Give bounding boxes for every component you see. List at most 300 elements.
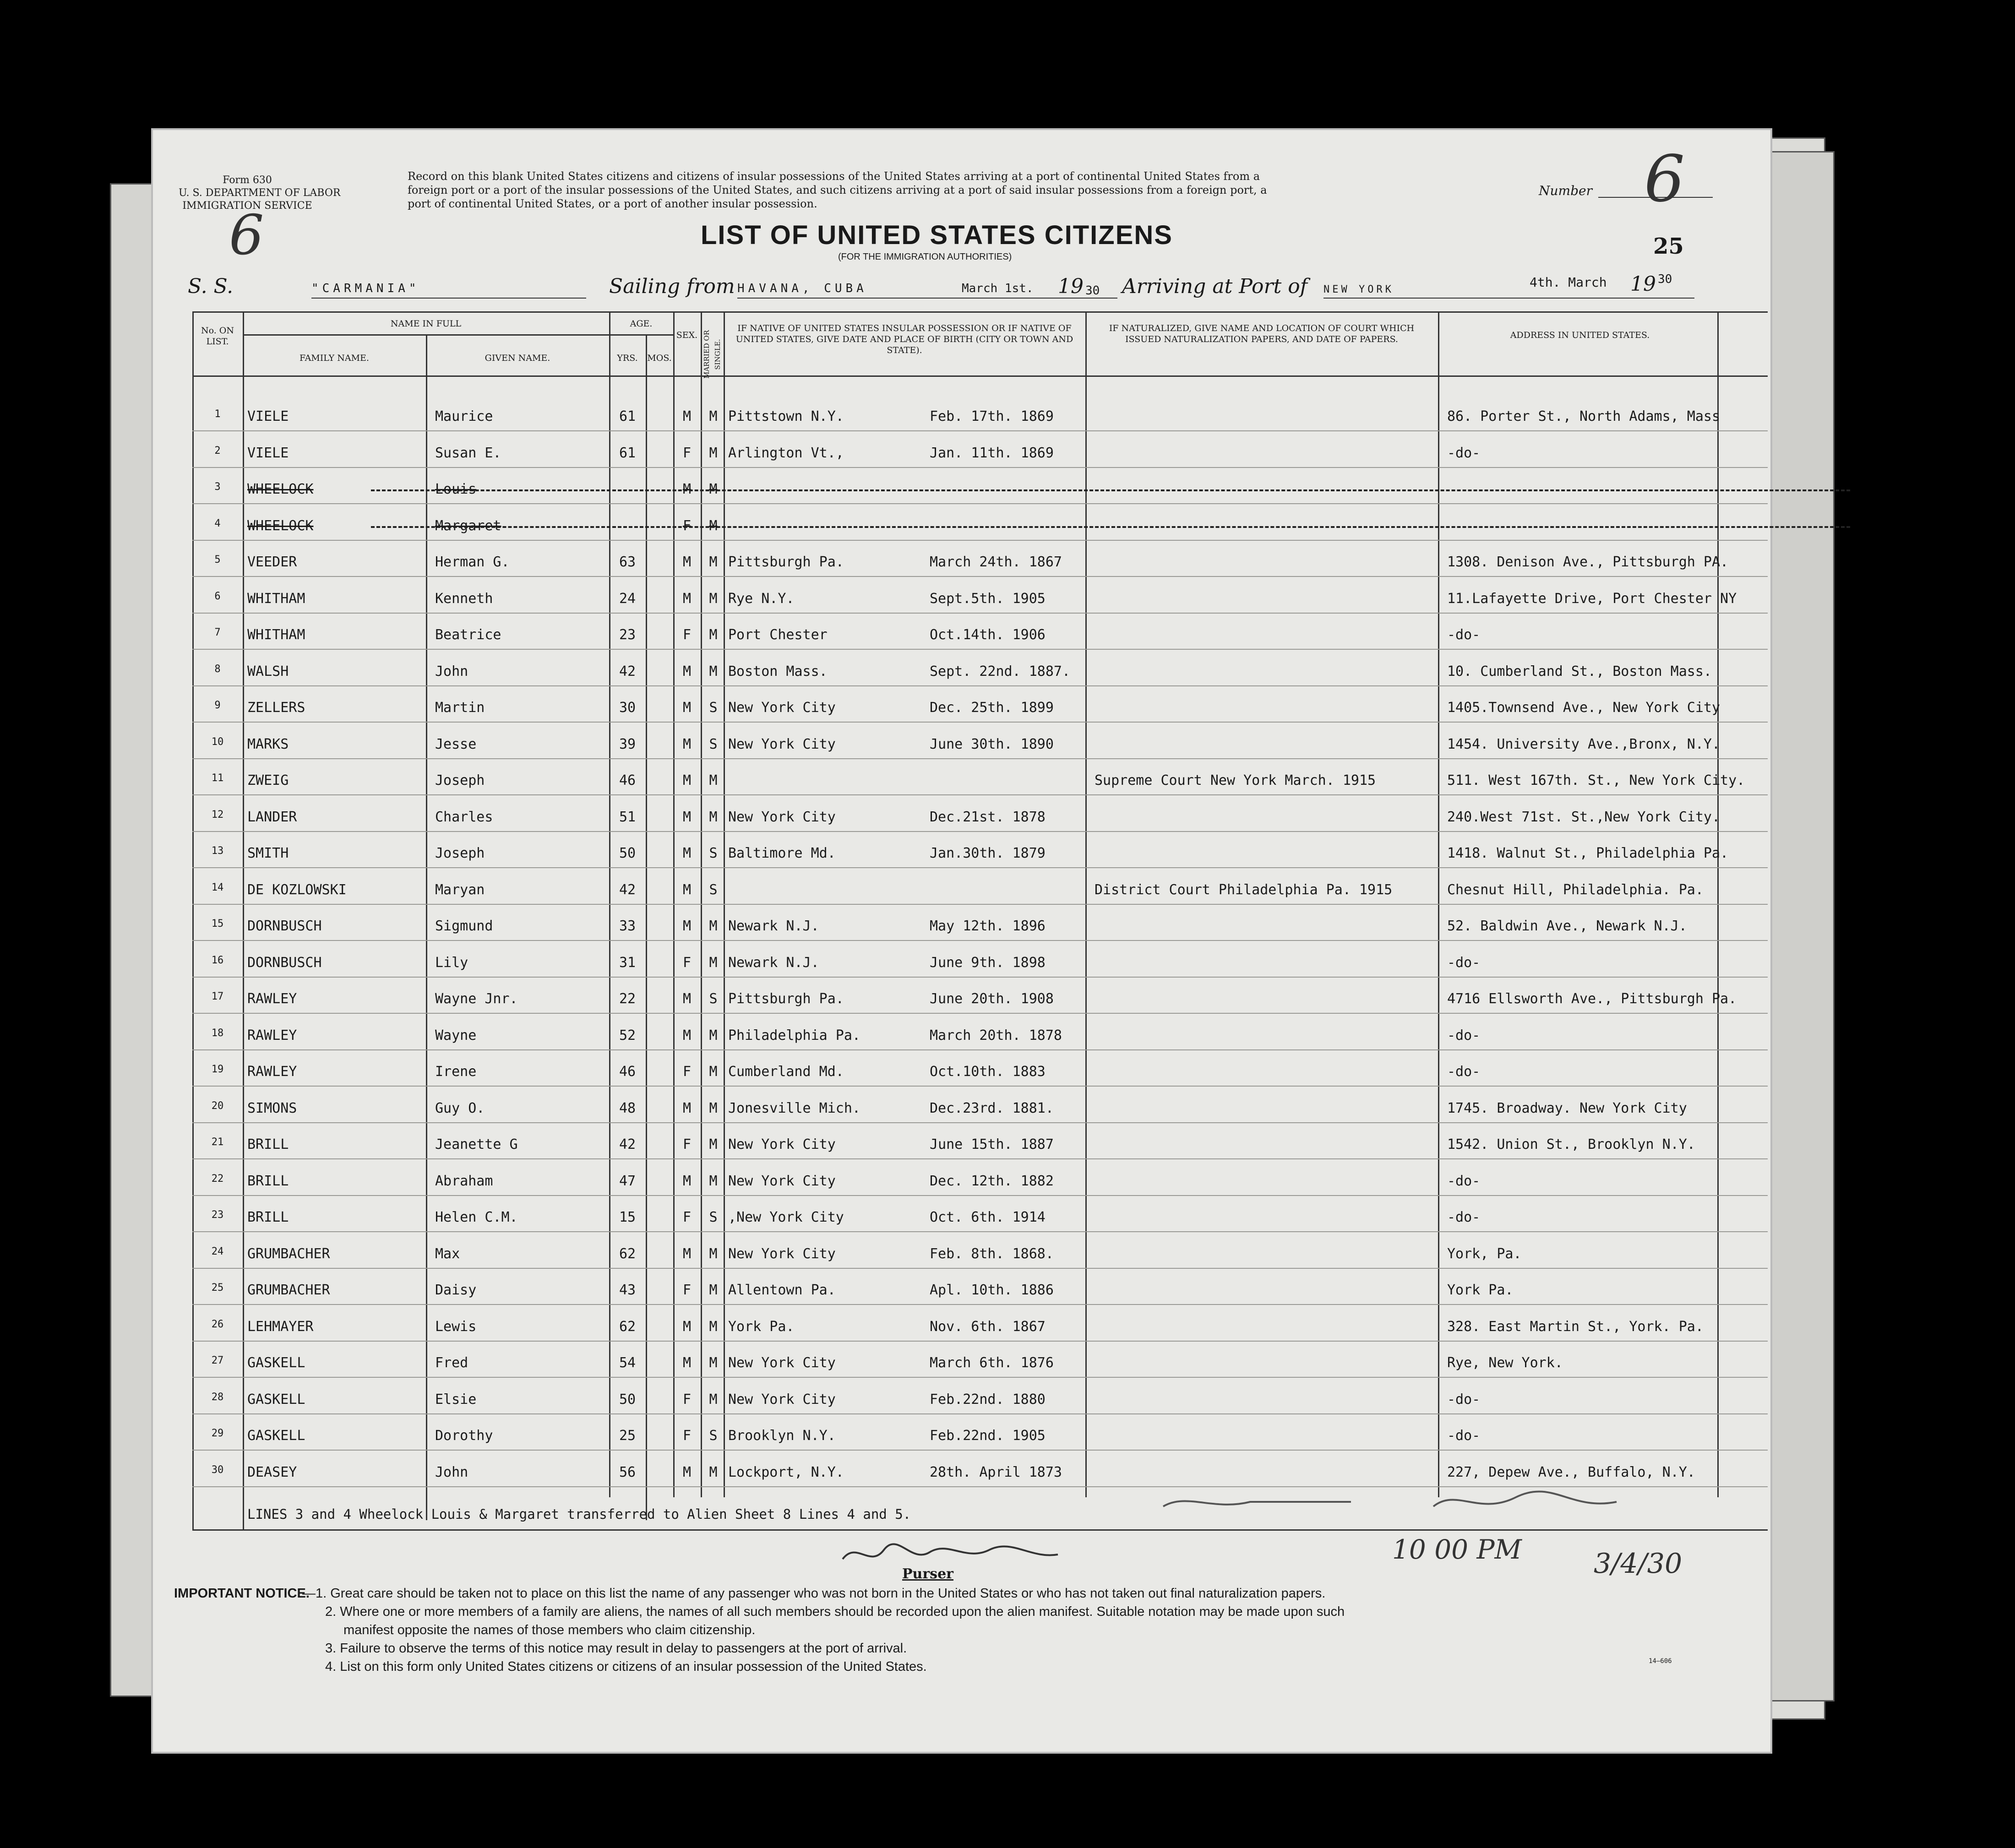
birth-place: New York City (728, 809, 836, 825)
birth-place: New York City (728, 736, 836, 752)
col-header-naturalized: IF NATURALIZED, GIVE NAME AND LOCATION OF COURT WHICH ISSUED NATURALIZATION PAPERS, AND DATE OF PAPERS. (1109, 323, 1415, 344)
col-header-birth: IF NATIVE OF UNITED STATES INSULAR POSSESSION OR IF NATIVE OF UNITED STATES, GIVE DATE AND PLACE OF BIRTH (CITY OR TOWN AND STATE). (735, 323, 1073, 355)
age-years: 39 (619, 736, 636, 752)
given-name: Dorothy (435, 1428, 493, 1444)
col-header-married-or-single: MARRIED OR SINGLE. (703, 330, 722, 379)
age-years: 31 (619, 954, 636, 971)
naturalization-court: Supreme Court New York March. 1915 (1095, 772, 1376, 788)
birth-place: Boston Mass. (728, 663, 828, 679)
birth-place: Philadelphia Pa. (728, 1027, 860, 1044)
given-name: Daisy (435, 1282, 477, 1298)
birth-date: Jan.30th. 1879 (930, 845, 1046, 861)
birth-date: 28th. April 1873 (930, 1464, 1062, 1480)
row-rule (192, 1268, 1768, 1269)
marital-status: M (709, 663, 718, 679)
birth-date: Sept.5th. 1905 (930, 590, 1046, 607)
given-name: Joseph (435, 772, 485, 788)
name-subheader-rule (243, 334, 673, 336)
row-rule (192, 1231, 1768, 1232)
us-address: -do- (1447, 1209, 1481, 1225)
row-rule (192, 1122, 1768, 1123)
marital-status: S (709, 736, 718, 752)
row-number: 10 (211, 736, 224, 748)
age-years: 62 (619, 1245, 636, 1262)
sex: M (682, 1173, 692, 1189)
department-label: U. S. DEPARTMENT OF LABOR (179, 187, 341, 199)
given-name: Wayne (435, 1027, 477, 1044)
age-years: 47 (619, 1173, 636, 1189)
us-address: -do- (1447, 1428, 1481, 1444)
us-address: 86. Porter St., North Adams, Mass (1447, 408, 1721, 424)
given-name: Sigmund (435, 918, 493, 934)
row-number: 24 (211, 1245, 224, 1257)
row-rule (192, 794, 1768, 795)
given-name: Wayne Jnr. (435, 991, 518, 1007)
age-years: 50 (619, 845, 636, 861)
arrival-underline (1323, 298, 1694, 299)
stamp-scribble (1159, 1484, 1662, 1520)
col-header-mos: MOS. (647, 353, 672, 363)
marital-status: M (709, 1464, 718, 1480)
family-name: BRILL (247, 1209, 289, 1225)
family-name: GASKELL (247, 1355, 305, 1371)
row-number: 19 (211, 1064, 224, 1075)
family-name: GRUMBACHER (247, 1245, 330, 1262)
marital-status: M (709, 1245, 718, 1262)
arrival-date: 4th. March (1530, 275, 1607, 290)
age-years: 25 (619, 1428, 636, 1444)
family-name: GASKELL (247, 1391, 305, 1408)
family-name: WHEELOCK (247, 481, 314, 497)
col-header-yrs: YRS. (617, 353, 638, 363)
family-name: WALSH (247, 663, 289, 679)
marital-status: S (709, 1428, 718, 1444)
row-rule (192, 1450, 1768, 1451)
col-header-no: No. ON LIST. (201, 326, 234, 347)
family-name: VIELE (247, 408, 289, 424)
marital-status: M (709, 1282, 718, 1298)
given-name: Abraham (435, 1173, 493, 1189)
birth-place: ,New York City (728, 1209, 844, 1225)
sailing-label: Sailing from (609, 275, 735, 298)
age-years: 63 (619, 554, 636, 570)
birth-date: Feb.22nd. 1905 (930, 1428, 1046, 1444)
age-years: 15 (619, 1209, 636, 1225)
marital-status: M (709, 954, 718, 971)
arriving-label: Arriving at Port of (1122, 275, 1308, 298)
given-name: John (435, 663, 468, 679)
given-name: Margaret (435, 517, 501, 534)
family-name: SMITH (247, 845, 289, 861)
row-number: 16 (211, 954, 224, 966)
marital-status: S (709, 881, 718, 898)
handwritten-time: 10 00 PM (1392, 1534, 1522, 1565)
sex: M (682, 918, 692, 934)
family-name: WHITHAM (247, 590, 305, 607)
us-address: 1308. Denison Ave., Pittsburgh PA. (1447, 554, 1729, 570)
birth-date: Oct.14th. 1906 (930, 627, 1046, 643)
given-name: Maurice (435, 408, 493, 424)
ship-name: "CARMANIA" (311, 282, 420, 295)
row-number: 23 (211, 1209, 224, 1221)
naturalization-court: District Court Philadelphia Pa. 1915 (1095, 881, 1393, 898)
family-name: WHEELOCK (247, 517, 314, 534)
birth-date: March 6th. 1876 (930, 1355, 1054, 1371)
row-number: 21 (211, 1136, 224, 1148)
arrival-year: 30 (1658, 272, 1672, 286)
family-name: VIELE (247, 445, 289, 461)
row-number: 4 (214, 517, 221, 529)
given-name: Joseph (435, 845, 485, 861)
sex: M (682, 1464, 692, 1480)
sex: F (682, 1391, 692, 1408)
birth-date: May 12th. 1896 (930, 918, 1046, 934)
sex: M (682, 736, 692, 752)
sex: F (682, 445, 692, 461)
row-rule (192, 1195, 1768, 1196)
family-name: RAWLEY (247, 1064, 297, 1080)
age-years: 61 (619, 408, 636, 424)
col-header-given-name: GIVEN NAME. (485, 353, 550, 363)
age-years: 23 (619, 627, 636, 643)
birth-date: Dec. 25th. 1899 (930, 700, 1054, 716)
corner-handwritten-mark: 6 (229, 204, 264, 267)
birth-place: New York City (728, 1173, 836, 1189)
age-years: 61 (619, 445, 636, 461)
sex: M (682, 1318, 692, 1335)
col-header-age: AGE. (630, 319, 653, 329)
citizen-list-form (151, 128, 1772, 1754)
row-rule (192, 503, 1768, 504)
row-number: 25 (211, 1282, 224, 1294)
row-rule (192, 1377, 1768, 1378)
us-address: 4716 Ellsworth Ave., Pittsburgh Pa. (1447, 991, 1737, 1007)
print-code: 14—606 (1649, 1658, 1672, 1665)
row-number: 18 (211, 1027, 224, 1039)
us-address: York, Pa. (1447, 1245, 1522, 1262)
family-name: BRILL (247, 1136, 289, 1152)
given-name: Lily (435, 954, 468, 971)
family-name: WHITHAM (247, 627, 305, 643)
given-name: John (435, 1464, 468, 1480)
row-rule (192, 430, 1768, 431)
list-number: 6 (1644, 142, 1685, 217)
row-rule (192, 1086, 1768, 1087)
birth-date: March 20th. 1878 (930, 1027, 1062, 1044)
birth-date: June 30th. 1890 (930, 736, 1054, 752)
birth-date: Dec.21st. 1878 (930, 809, 1046, 825)
row-rule (192, 1413, 1768, 1414)
marital-status: M (709, 517, 718, 534)
age-years: 42 (619, 1136, 636, 1152)
intro-line-3: port of continental United States, or a port of another insular possession. (408, 197, 817, 210)
sailing-port: HAVANA, CUBA (737, 282, 867, 295)
page-subtitle: (FOR THE IMMIGRATION AUTHORITIES) (838, 252, 1012, 262)
marital-status: M (709, 1027, 718, 1044)
birth-place: New York City (728, 700, 836, 716)
family-name: LEHMAYER (247, 1318, 314, 1335)
row-number: 26 (211, 1318, 224, 1330)
row-rule (192, 685, 1768, 686)
birth-date: Dec. 12th. 1882 (930, 1173, 1054, 1189)
table-header-rule (192, 375, 1768, 377)
table-top-rule (192, 311, 1768, 313)
age-years: 42 (619, 881, 636, 898)
intro-line-2: foreign port or a port of the insular possessions of the United States, and such citizens arriving at a port of said insular possessions from a foreign port, a (408, 184, 1267, 196)
family-name: DEASEY (247, 1464, 297, 1480)
us-address: -do- (1447, 445, 1481, 461)
given-name: Guy O. (435, 1100, 485, 1116)
row-rule (192, 758, 1768, 759)
marital-status: M (709, 445, 718, 461)
given-name: Kenneth (435, 590, 493, 607)
birth-date: Feb.22nd. 1880 (930, 1391, 1046, 1408)
row-rule (192, 722, 1768, 723)
marital-status: S (709, 845, 718, 861)
sex: M (682, 590, 692, 607)
age-years: 52 (619, 1027, 636, 1044)
given-name: Fred (435, 1355, 468, 1371)
us-address: -do- (1447, 954, 1481, 971)
us-address: 10. Cumberland St., Boston Mass. (1447, 663, 1712, 679)
birth-place: Arlington Vt., (728, 445, 844, 461)
sex: M (682, 1027, 692, 1044)
us-address: 511. West 167th. St., New York City. (1447, 772, 1745, 788)
birth-place: New York City (728, 1355, 836, 1371)
us-address: 11.Lafayette Drive, Port Chester NY (1447, 590, 1737, 607)
us-address: Chesnut Hill, Philadelphia. Pa. (1447, 881, 1704, 898)
intro-line-1: Record on this blank United States citizens and citizens of insular possessions of the United States arriving at a port of continental United States from a (408, 170, 1260, 183)
number-label: Number (1539, 183, 1592, 198)
family-name: RAWLEY (247, 1027, 297, 1044)
sex: M (682, 1245, 692, 1262)
birth-place: York Pa. (728, 1318, 795, 1335)
age-years: 56 (619, 1464, 636, 1480)
birth-place: Pittstown N.Y. (728, 408, 844, 424)
sex: F (682, 1282, 692, 1298)
row-number: 11 (211, 772, 224, 784)
service-label: IMMIGRATION SERVICE (182, 200, 312, 212)
sex: F (682, 1136, 692, 1152)
marital-status: S (709, 991, 718, 1007)
us-address: 52. Baldwin Ave., Newark N.J. (1447, 918, 1687, 934)
row-number: 6 (214, 590, 221, 602)
age-years: 43 (619, 1282, 636, 1298)
us-address: -do- (1447, 1064, 1481, 1080)
given-name: Louis (435, 481, 477, 497)
given-name: Martin (435, 700, 485, 716)
us-address: -do- (1447, 1391, 1481, 1408)
birth-place: Rye N.Y. (728, 590, 795, 607)
marital-status: S (709, 1209, 718, 1225)
given-name: Charles (435, 809, 493, 825)
row-number: 9 (214, 700, 221, 711)
row-number: 22 (211, 1173, 224, 1185)
marital-status: M (709, 408, 718, 424)
given-name: Lewis (435, 1318, 477, 1335)
page-number: 25 (1653, 234, 1684, 259)
family-name: RAWLEY (247, 991, 297, 1007)
notice-item-2-cont: manifest opposite the names of those members who claim citizenship. (343, 1623, 756, 1637)
row-number: 15 (211, 918, 224, 929)
birth-place: Jonesville Mich. (728, 1100, 860, 1116)
birth-place: Newark N.J. (728, 918, 819, 934)
us-address: 227, Depew Ave., Buffalo, N.Y. (1447, 1464, 1695, 1480)
row-rule (192, 1013, 1768, 1014)
sailing-date: March 1st. (962, 282, 1034, 295)
marital-status: M (709, 1100, 718, 1116)
birth-place: New York City (728, 1245, 836, 1262)
row-number: 1 (214, 408, 221, 420)
sex: M (682, 772, 692, 788)
sex: M (682, 881, 692, 898)
birth-date: Sept. 22nd. 1887. (930, 663, 1071, 679)
sex: F (682, 1209, 692, 1225)
us-address: 240.West 71st. St.,New York City. (1447, 809, 1721, 825)
sex: M (682, 1355, 692, 1371)
row-rule (192, 904, 1768, 905)
row-number: 28 (211, 1391, 224, 1403)
given-name: Herman G. (435, 554, 510, 570)
family-name: ZELLERS (247, 700, 305, 716)
ss-label: S. S. (188, 275, 234, 298)
birth-place: Lockport, N.Y. (728, 1464, 844, 1480)
family-name: VEEDER (247, 554, 297, 570)
birth-place: Allentown Pa. (728, 1282, 836, 1298)
col-rule-no (243, 311, 244, 1529)
birth-date: Dec.23rd. 1881. (930, 1100, 1054, 1116)
row-number: 2 (214, 445, 221, 457)
us-address: 1542. Union St., Brooklyn N.Y. (1447, 1136, 1695, 1152)
arrival-year-prefix: 19 (1630, 272, 1656, 296)
age-years: 30 (619, 700, 636, 716)
given-name: Jesse (435, 736, 477, 752)
col-rule-family (426, 334, 427, 1520)
age-years: 54 (619, 1355, 636, 1371)
family-name: BRILL (247, 1173, 289, 1189)
transfer-note: LINES 3 and 4 Wheelock Louis & Margaret transferred to Alien Sheet 8 Lines 4 and 5. (247, 1506, 911, 1522)
birth-date: June 9th. 1898 (930, 954, 1046, 971)
sex: F (682, 1064, 692, 1080)
age-years: 51 (619, 809, 636, 825)
row-rule (192, 576, 1768, 577)
given-name: Helen C.M. (435, 1209, 518, 1225)
family-name: LANDER (247, 809, 297, 825)
birth-place: Brooklyn N.Y. (728, 1428, 836, 1444)
us-address: 1454. University Ave.,Bronx, N.Y. (1447, 736, 1721, 752)
us-address: -do- (1447, 1027, 1481, 1044)
age-years: 50 (619, 1391, 636, 1408)
birth-date: Oct. 6th. 1914 (930, 1209, 1046, 1225)
family-name: GRUMBACHER (247, 1282, 330, 1298)
sex: M (682, 663, 692, 679)
row-number: 29 (211, 1428, 224, 1439)
given-name: Susan E. (435, 445, 501, 461)
sailing-underline (737, 298, 1117, 299)
row-number: 14 (211, 881, 224, 893)
row-number: 30 (211, 1464, 224, 1476)
marital-status: M (709, 627, 718, 643)
us-address: -do- (1447, 1173, 1481, 1189)
marital-status: M (709, 1318, 718, 1335)
marital-status: M (709, 1173, 718, 1189)
col-header-name-in-full: NAME IN FULL (390, 319, 462, 329)
birth-place: Cumberland Md. (728, 1064, 844, 1080)
us-address: 1418. Walnut St., Philadelphia Pa. (1447, 845, 1729, 861)
birth-place: New York City (728, 1391, 836, 1408)
row-number: 20 (211, 1100, 224, 1112)
row-rule (192, 940, 1768, 941)
birth-date: Feb. 8th. 1868. (930, 1245, 1054, 1262)
age-years: 48 (619, 1100, 636, 1116)
notice-items (302, 1584, 1345, 1676)
notice-heading: IMPORTANT NOTICE. (174, 1586, 310, 1601)
marital-status: M (709, 1136, 718, 1152)
given-name: Beatrice (435, 627, 501, 643)
sex: F (682, 954, 692, 971)
birth-date: March 24th. 1867 (930, 554, 1062, 570)
notice-item-4: 4. List on this form only United States citizens or citizens of an insular possession of the United States. (325, 1659, 927, 1674)
strikeout-dashed-line (371, 489, 1850, 491)
birth-place: Newark N.J. (728, 954, 819, 971)
sex: M (682, 481, 692, 497)
family-name: DE KOZLOWSKI (247, 881, 347, 898)
purser-label: Purser (902, 1566, 953, 1582)
table-bottom-rule (192, 1529, 1768, 1531)
notice-item-2: 2. Where one or more members of a family are aliens, the names of all such members should be recorded upon the alien manifest. Suitable notation may be made upon such (325, 1604, 1345, 1619)
form-number: Form 630 (223, 174, 272, 186)
given-name: Jeanette G (435, 1136, 518, 1152)
sex: M (682, 845, 692, 861)
given-name: Elsie (435, 1391, 477, 1408)
us-address: Rye, New York. (1447, 1355, 1563, 1371)
handwritten-date: 3/4/30 (1594, 1548, 1683, 1580)
page-title: LIST OF UNITED STATES CITIZENS (701, 220, 1173, 250)
marital-status: M (709, 918, 718, 934)
birth-place: Pittsburgh Pa. (728, 991, 844, 1007)
given-name: Maryan (435, 881, 485, 898)
arriving-port: NEW YORK (1323, 284, 1394, 295)
family-name: SIMONS (247, 1100, 297, 1116)
age-years: 33 (619, 918, 636, 934)
row-number: 12 (211, 809, 224, 821)
birth-place: New York City (728, 1136, 836, 1152)
given-name: Max (435, 1245, 460, 1262)
us-address: 1405.Townsend Ave., New York City (1447, 700, 1721, 716)
row-rule (192, 977, 1768, 978)
notice-item-1: —1. Great care should be taken not to place on this list the name of any passenger who was not born in the United States or who has not taken out final naturalization papers. (302, 1586, 1326, 1601)
age-years: 22 (619, 991, 636, 1007)
sex: M (682, 554, 692, 570)
birth-place: Port Chester (728, 627, 828, 643)
marital-status: M (709, 554, 718, 570)
sex: F (682, 517, 692, 534)
family-name: DORNBUSCH (247, 954, 322, 971)
birth-date: June 15th. 1887 (930, 1136, 1054, 1152)
col-header-sex: SEX. (676, 330, 698, 340)
sex: M (682, 809, 692, 825)
col-header-address: ADDRESS IN UNITED STATES. (1510, 330, 1650, 340)
row-rule (192, 1304, 1768, 1305)
family-name: MARKS (247, 736, 289, 752)
birth-date: Nov. 6th. 1867 (930, 1318, 1046, 1335)
row-rule (192, 1049, 1768, 1050)
row-number: 13 (211, 845, 224, 857)
sailing-year-prefix: 19 (1058, 275, 1084, 298)
marital-status: M (709, 772, 718, 788)
family-name: GASKELL (247, 1428, 305, 1444)
marital-status: S (709, 700, 718, 716)
